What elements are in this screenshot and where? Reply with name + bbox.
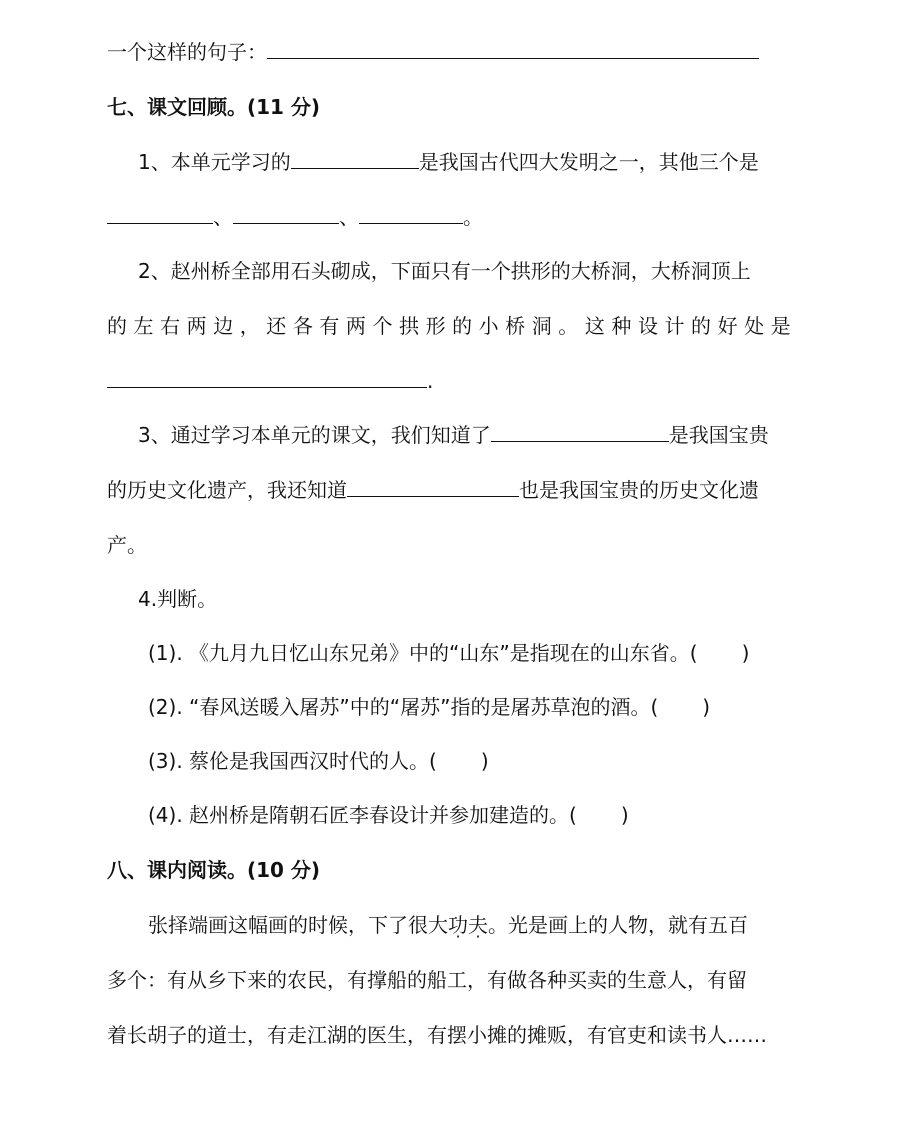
q3-blank-1[interactable] xyxy=(491,421,669,442)
q1-blank-2[interactable] xyxy=(107,203,213,224)
q3-line3: 产。 xyxy=(107,533,147,557)
reading-text: 。光是画上的人物，就有五百 xyxy=(488,913,748,937)
q2-char: 处 xyxy=(744,314,765,338)
q2-line3 xyxy=(107,367,433,395)
reading-line-3: 着长胡子的道士，有走江湖的医生，有摆小摊的摊贩，有官吏和读书人…… xyxy=(107,1023,767,1047)
q2-char: 设 xyxy=(637,314,658,338)
section-8-heading: 八、课内阅读。(10 分) xyxy=(107,858,321,882)
q1-blank-4[interactable] xyxy=(359,203,463,224)
reading-text: 张择端画这幅画的时候，下了很大 xyxy=(148,913,448,937)
q3-text-b: 是我国宝贵 xyxy=(668,423,769,447)
q2-char: 种 xyxy=(611,314,632,338)
q2-char: 是 xyxy=(770,314,791,338)
emphasis-char: 夫 xyxy=(468,913,488,937)
q2-char: 右 xyxy=(160,314,181,338)
q2-char: 桥 xyxy=(505,314,526,338)
top-line xyxy=(107,38,759,66)
reading-line-2: 多个：有从乡下来的农民，有撑船的船工，有做各种买卖的生意人，有留 xyxy=(107,968,747,992)
q2-end: . xyxy=(427,369,434,393)
judge-item-text: (1). 《九月九日忆山东兄弟》中的“山东”是指现在的山东省。( xyxy=(148,641,698,665)
judge-item-text: (3). 蔡伦是我国西汉时代的人。( xyxy=(148,749,437,773)
q3-line2 xyxy=(107,476,759,504)
judge-item-3 xyxy=(148,747,489,775)
section-7-heading: 七、课文回顾。(11 分) xyxy=(107,95,321,119)
q2-line2 xyxy=(107,312,791,340)
q1-blank-1[interactable] xyxy=(291,148,419,169)
q3-text-d: 也是我国宝贵的历史文化遗 xyxy=(519,478,759,502)
q2-char: 形 xyxy=(425,314,446,338)
q2-line1: 2、赵州桥全部用石头砌成，下面只有一个拱形的大桥洞，大桥洞顶上 xyxy=(138,259,751,283)
q2-char: 的 xyxy=(107,314,127,338)
q2-char: 拱 xyxy=(399,314,420,338)
q2-char: 计 xyxy=(664,314,685,338)
q3-blank-2[interactable] xyxy=(347,476,519,497)
q2-char: ， xyxy=(239,314,260,338)
top-line-text: 一个这样的句子： xyxy=(107,40,267,64)
q2-char: 小 xyxy=(478,314,499,338)
q1-blank-3[interactable] xyxy=(233,203,339,224)
q3-text-a: 3、通过学习本单元的课文，我们知道了 xyxy=(138,423,491,447)
q2-char: 左 xyxy=(133,314,154,338)
judge-item-text: (4). 赵州桥是隋朝石匠李春设计并参加建造的。( xyxy=(148,803,577,827)
judge-item-2 xyxy=(148,693,710,721)
q2-char: 这 xyxy=(584,314,605,338)
emphasis-char: 功 xyxy=(448,913,468,937)
q2-char: 的 xyxy=(452,314,473,338)
judge-close-paren: ) xyxy=(741,641,750,665)
q1-end: 。 xyxy=(463,205,483,229)
q3-text-c: 的历史文化遗产，我还知道 xyxy=(107,478,347,502)
judge-close-paren: ) xyxy=(480,749,489,773)
judge-item-text: (2). “春风送暖入屠苏”中的“屠苏”指的是屠苏草泡的酒。( xyxy=(148,695,659,719)
q2-char: 洞 xyxy=(531,314,552,338)
reading-line-1 xyxy=(148,911,748,939)
q1-line1 xyxy=(138,148,759,176)
q2-char: 边 xyxy=(213,314,234,338)
judge-item-4 xyxy=(148,801,629,829)
q2-char: 两 xyxy=(186,314,207,338)
q1-text-b: 是我国古代四大发明之一，其他三个是 xyxy=(418,150,759,174)
q1-sep-1: 、 xyxy=(213,205,233,229)
q4-title: 4.判断。 xyxy=(138,587,218,611)
q1-sep-2: 、 xyxy=(339,205,359,229)
q1-text-a: 1、本单元学习的 xyxy=(138,150,291,174)
answer-blank[interactable] xyxy=(267,38,759,59)
q2-char: 个 xyxy=(372,314,393,338)
q2-char: 好 xyxy=(717,314,738,338)
q2-char: 两 xyxy=(345,314,366,338)
q2-char: 的 xyxy=(691,314,712,338)
judge-close-paren: ) xyxy=(620,803,629,827)
q1-line2 xyxy=(107,203,483,231)
q3-line1 xyxy=(138,421,769,449)
q2-char: 还 xyxy=(266,314,287,338)
q2-char: 。 xyxy=(558,314,579,338)
judge-close-paren: ) xyxy=(702,695,711,719)
judge-item-1 xyxy=(148,639,749,667)
q2-blank[interactable] xyxy=(107,367,427,388)
q2-char: 有 xyxy=(319,314,340,338)
q2-char: 各 xyxy=(292,314,313,338)
